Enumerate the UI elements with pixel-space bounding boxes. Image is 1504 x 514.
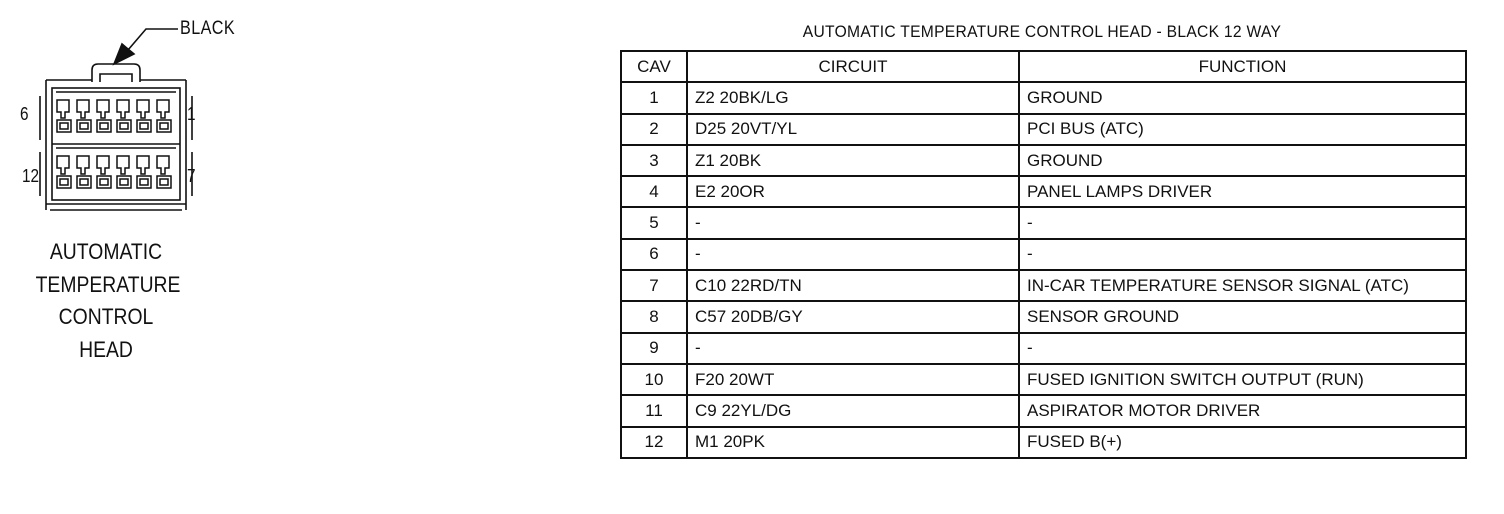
connector-name-line: TEMPERATURE bbox=[35, 271, 181, 297]
cavity bbox=[97, 156, 111, 188]
cav-cell: 5 bbox=[621, 207, 687, 238]
circuit-cell: M1 20PK bbox=[687, 427, 1019, 458]
circuit-cell: C10 22RD/TN bbox=[687, 270, 1019, 301]
cav-cell: 3 bbox=[621, 145, 687, 176]
table-row bbox=[621, 301, 1466, 332]
cavity bbox=[157, 100, 171, 132]
connector-diagram bbox=[0, 0, 260, 230]
table-row bbox=[621, 239, 1466, 270]
function-cell: ASPIRATOR MOTOR DRIVER bbox=[1019, 395, 1466, 426]
function-cell: - bbox=[1019, 333, 1466, 364]
header-circuit: CIRCUIT bbox=[687, 51, 1019, 82]
table-row bbox=[621, 364, 1466, 395]
table-row bbox=[621, 270, 1466, 301]
circuit-cell: - bbox=[687, 333, 1019, 364]
circuit-cell: D25 20VT/YL bbox=[687, 114, 1019, 145]
circuit-cell: Z2 20BK/LG bbox=[687, 82, 1019, 113]
function-cell: GROUND bbox=[1019, 145, 1466, 176]
cavity bbox=[77, 100, 91, 132]
circuit-cell: F20 20WT bbox=[687, 364, 1019, 395]
connector-name-line: CONTROL bbox=[58, 304, 154, 329]
cav-cell: 6 bbox=[621, 239, 687, 270]
function-cell: IN-CAR TEMPERATURE SENSOR SIGNAL (ATC) bbox=[1019, 270, 1466, 301]
function-cell: - bbox=[1019, 207, 1466, 238]
cavity bbox=[57, 156, 71, 188]
cav-cell: 7 bbox=[621, 270, 687, 301]
cavity bbox=[57, 100, 71, 132]
cav-cell: 12 bbox=[621, 427, 687, 458]
connector-name-line: AUTOMATIC bbox=[49, 239, 163, 264]
cavity bbox=[137, 156, 151, 188]
cavity bbox=[117, 100, 131, 132]
circuit-cell: - bbox=[687, 239, 1019, 270]
table-title: AUTOMATIC TEMPERATURE CONTROL HEAD - BLACK 12 WAY bbox=[802, 22, 1282, 41]
circuit-cell: Z1 20BK bbox=[687, 145, 1019, 176]
header-cav: CAV bbox=[621, 51, 687, 82]
function-cell: SENSOR GROUND bbox=[1019, 301, 1466, 332]
function-cell: GROUND bbox=[1019, 82, 1466, 113]
pin-number-label-top-left: 6 bbox=[20, 104, 29, 124]
cav-cell: 1 bbox=[621, 82, 687, 113]
connector-name-line: HEAD bbox=[79, 336, 133, 362]
header-function: FUNCTION bbox=[1019, 51, 1466, 82]
table-row bbox=[621, 82, 1466, 113]
function-cell: - bbox=[1019, 239, 1466, 270]
circuit-cell: - bbox=[687, 207, 1019, 238]
pin-number-label-bottom-right: 7 bbox=[187, 166, 196, 186]
cav-cell: 8 bbox=[621, 301, 687, 332]
table-row bbox=[621, 395, 1466, 426]
cav-cell: 11 bbox=[621, 395, 687, 426]
cav-cell: 10 bbox=[621, 364, 687, 395]
table-row bbox=[621, 207, 1466, 238]
cavity bbox=[77, 156, 91, 188]
table-row bbox=[621, 114, 1466, 145]
circuit-cell: E2 20OR bbox=[687, 176, 1019, 207]
table-row bbox=[621, 145, 1466, 176]
pin-number-label-bottom-left: 12 bbox=[22, 166, 40, 186]
color-leader-line bbox=[128, 29, 178, 50]
function-cell: PCI BUS (ATC) bbox=[1019, 114, 1466, 145]
circuit-cell: C57 20DB/GY bbox=[687, 301, 1019, 332]
pin-number-label-top-right: 1 bbox=[187, 104, 196, 124]
cav-cell: 9 bbox=[621, 333, 687, 364]
cavity bbox=[157, 156, 171, 188]
cavity bbox=[117, 156, 131, 188]
circuit-cell: C9 22YL/DG bbox=[687, 395, 1019, 426]
function-cell: FUSED B(+) bbox=[1019, 427, 1466, 458]
table-header-row bbox=[621, 51, 1466, 82]
connector-name bbox=[35, 236, 181, 366]
cav-cell: 4 bbox=[621, 176, 687, 207]
cavity bbox=[137, 100, 151, 132]
cavity bbox=[97, 100, 111, 132]
pinout-table bbox=[620, 50, 1467, 459]
table-row bbox=[621, 333, 1466, 364]
connector-color-label: BLACK bbox=[180, 18, 236, 39]
function-cell: PANEL LAMPS DRIVER bbox=[1019, 176, 1466, 207]
table-row bbox=[621, 427, 1466, 458]
table-row bbox=[621, 176, 1466, 207]
function-cell: FUSED IGNITION SWITCH OUTPUT (RUN) bbox=[1019, 364, 1466, 395]
cav-cell: 2 bbox=[621, 114, 687, 145]
